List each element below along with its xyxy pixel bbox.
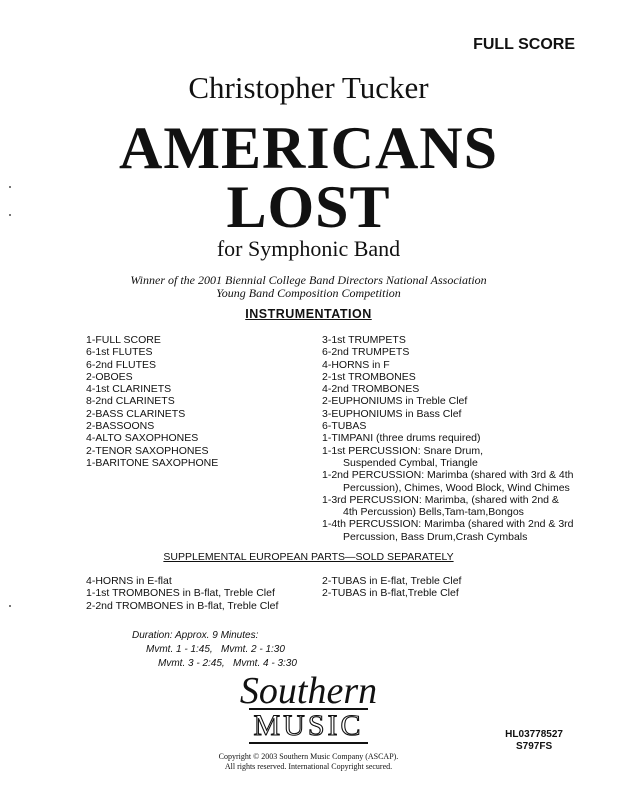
scan-speck: [9, 186, 11, 188]
list-item: 2-OBOES: [86, 370, 133, 383]
supplemental-right-column: [322, 575, 461, 600]
title-line-1: AMERICANS: [118, 115, 499, 181]
duration-movements-1-2: Mvmt. 1 - 1:45, Mvmt. 2 - 1:30: [146, 644, 285, 655]
subtitle: for Symphonic Band: [216, 236, 401, 261]
list-item: 6-1st FLUTES: [86, 346, 153, 359]
list-item: 1-4th PERCUSSION: Marimba (shared with 2nd & 3rd: [322, 518, 574, 531]
instrumentation-heading: INSTRUMENTATION: [245, 307, 372, 321]
list-item: 1-3rd PERCUSSION: Marimba, (shared with 2nd &: [322, 493, 559, 506]
list-item: 2-TUBAS in B-flat,Treble Clef: [322, 587, 459, 600]
award-line-2: Young Band Composition Competition: [216, 286, 401, 300]
list-item: 6-TUBAS: [322, 420, 367, 433]
list-item: 1-BARITONE SAXOPHONE: [86, 456, 219, 469]
list-item: 6-2nd FLUTES: [86, 358, 157, 371]
copyright-line-2: All rights reserved. International Copyright secured.: [224, 762, 393, 771]
list-item: 4-HORNS in F: [322, 358, 390, 371]
duration-movements-3-4: Mvmt. 3 - 2:45, Mvmt. 4 - 3:30: [158, 658, 297, 669]
catalog-code: S797FS: [516, 741, 553, 752]
list-item: 2-BASS CLARINETS: [86, 407, 186, 420]
list-item: 2-1st TROMBONES: [322, 370, 416, 383]
list-item: 2-TENOR SAXOPHONES: [86, 444, 209, 457]
list-item-continuation: Percussion, Bass Drum,Crash Cymbals: [343, 530, 528, 543]
list-item: 3-EUPHONIUMS in Bass Clef: [322, 407, 462, 420]
duration-block: [132, 629, 297, 671]
list-item: 2-EUPHONIUMS in Treble Clef: [322, 395, 468, 408]
full-score-label: FULL SCORE: [473, 36, 575, 53]
composer-name: Christopher Tucker: [188, 70, 429, 105]
list-item: 2-TUBAS in E-flat, Treble Clef: [322, 575, 462, 587]
list-item: 2-2nd TROMBONES in B-flat, Treble Clef: [86, 599, 279, 612]
list-item: 1-1st PERCUSSION: Snare Drum,: [322, 444, 484, 457]
instrumentation-right-column: [322, 334, 574, 543]
catalog-number: HL03778527: [505, 729, 563, 740]
list-item-continuation: 4th Percussion) Bells,Tam-tam,Bongos: [343, 506, 524, 519]
logo-music-box: [249, 708, 367, 744]
title-line-2: LOST: [226, 174, 391, 240]
list-item: 4-2nd TROMBONES: [322, 383, 420, 396]
catalog-info: [505, 729, 563, 753]
copyright-notice: [0, 752, 617, 772]
scan-speck: [9, 605, 11, 607]
supplemental-heading: SUPPLEMENTAL EUROPEAN PARTS—SOLD SEPARATELY: [163, 551, 454, 563]
list-item-continuation: Percussion), Chimes, Wood Block, Wind Chimes: [343, 481, 570, 494]
list-item: 4-ALTO SAXOPHONES: [86, 432, 199, 445]
list-item: 1-2nd PERCUSSION: Marimba (shared with 3rd & 4th: [322, 469, 574, 482]
award-note: [0, 274, 617, 300]
list-item-continuation: Suspended Cymbal, Triangle: [343, 456, 478, 469]
logo-word-music: MUSIC: [253, 709, 364, 742]
list-item: 1-1st TROMBONES in B-flat, Treble Clef: [86, 587, 275, 600]
duration-total: Duration: Approx. 9 Minutes:: [132, 630, 259, 641]
list-item: 1-TIMPANI (three drums required): [322, 432, 481, 445]
list-item: 4-HORNS in E-flat: [86, 575, 172, 587]
list-item: 4-1st CLARINETS: [86, 383, 172, 396]
instrumentation-left-column: [86, 334, 218, 469]
list-item: 8-2nd CLARINETS: [86, 395, 175, 408]
list-item: 3-1st TRUMPETS: [322, 334, 406, 346]
copyright-line-1: Copyright © 2003 Southern Music Company (ASCAP).: [218, 752, 399, 761]
logo-word-southern: Southern: [239, 670, 378, 712]
scan-speck: [9, 214, 11, 216]
list-item: 6-2nd TRUMPETS: [322, 346, 410, 359]
supplemental-left-column: [86, 575, 278, 612]
award-line-1: Winner of the 2001 Biennial College Band Directors National Association: [130, 273, 487, 287]
list-item: 2-BASSOONS: [86, 420, 155, 433]
list-item: 1-FULL SCORE: [86, 334, 161, 346]
